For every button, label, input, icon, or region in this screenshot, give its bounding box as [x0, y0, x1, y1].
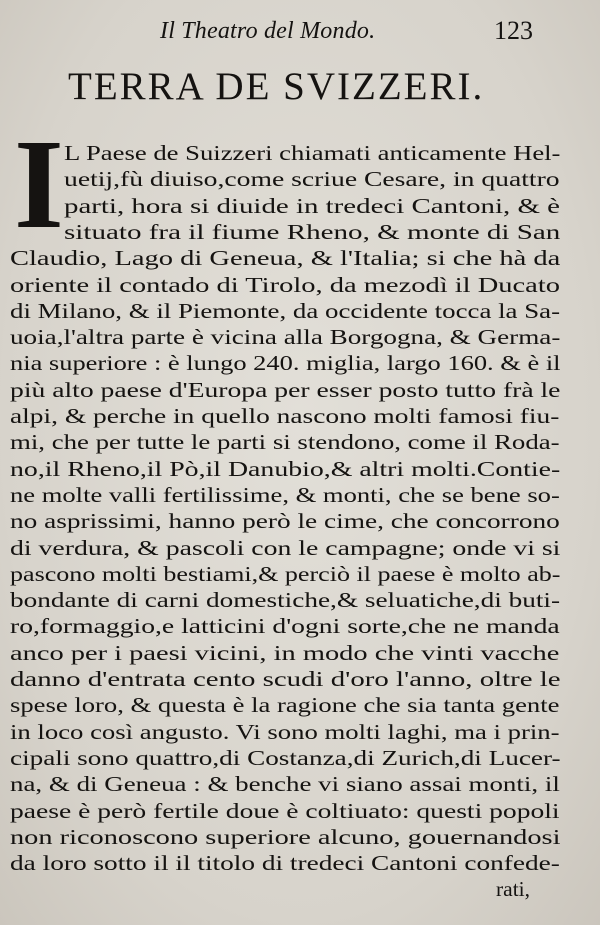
text-line: pascono molti bestiami,& perciò il paese è molto ab- [10, 561, 561, 586]
text-line: di verdura, & pascoli con le campagne; onde vi si [10, 535, 561, 560]
text-line: rati, [496, 877, 531, 902]
text-line: paese è però fertile doue è coltiuato: questi popoli [10, 798, 560, 823]
text-line: uoia,l'altra parte è vicina alla Borgogna, & Germa- [10, 325, 561, 350]
text-line: ne molte valli fertilissime, & monti, che se bene so- [10, 482, 560, 507]
text-line: danno d'entrata cento scudi d'oro l'anno, oltre le [10, 667, 561, 691]
text-line: più alto paese d'Europa per esser posto tutto frà le [10, 377, 561, 402]
text-line: spese loro, & questa è la ragione che sia tanta gente [10, 693, 560, 718]
text-line: alpi, & perche in quello nascono molti famosi fiu- [10, 404, 560, 428]
text-line: parti, hora si diuide in tredeci Cantoni, & è [64, 193, 561, 218]
text-line: Claudio, Lago di Geneua, & l'Italia; si che hà da [10, 246, 561, 271]
running-head [0, 14, 600, 48]
text-line: situato fra il fiume Rheno, & monte di San [64, 219, 561, 244]
text-line: nia superiore : è lungo 240. miglia, largo 160. & è il [10, 351, 561, 376]
running-title: Il Theatro del Mondo. [160, 18, 376, 44]
text-line: na, & di Geneua : & benche vi siano assai monti, il [10, 772, 560, 797]
text-line: ro,formaggio,e latticini d'ogni sorte,che ne manda [10, 614, 560, 639]
text-line: non riconoscono superiore alcuno, gouernandosi [10, 824, 561, 849]
page-number: 123 [494, 16, 533, 45]
text-line: anco per i paesi vicini, in modo che vinti vacche [10, 640, 560, 665]
text-line: oriente il contado di Tirolo, da mezodì il Ducato [10, 272, 560, 297]
text-line: no asprissimi, hanno però le cime, che concorrono [10, 509, 560, 534]
text-line: bondante di carni domestiche,& seluatiche,di buti- [10, 588, 561, 613]
chapter-title: TERRA DE SVIZZERI. [68, 65, 485, 108]
text-line: L Paese de Suizzeri chiamati anticamente Hel- [64, 141, 561, 165]
text-line: in loco così angusto. Vi sono molti laghi, ma i prin- [10, 719, 560, 744]
text-line: mi, che per tutte le parti si stendono, come il Roda- [10, 430, 560, 455]
text-line: di Milano, & il Piemonte, da occidente tocca la Sa- [10, 298, 561, 323]
text-line: da loro sotto il il titolo di tredeci Cantoni confede- [10, 851, 560, 876]
text-line: uetij,fù diuiso,come scriue Cesare, in quattro [64, 167, 560, 192]
text-line: no,il Rheno,il Pò,il Danubio,& altri molti.Contie- [10, 456, 561, 481]
text-line: cipali sono quattro,di Costanza,di Zurich,di Lucer- [10, 745, 561, 770]
drop-cap: I [14, 113, 64, 255]
